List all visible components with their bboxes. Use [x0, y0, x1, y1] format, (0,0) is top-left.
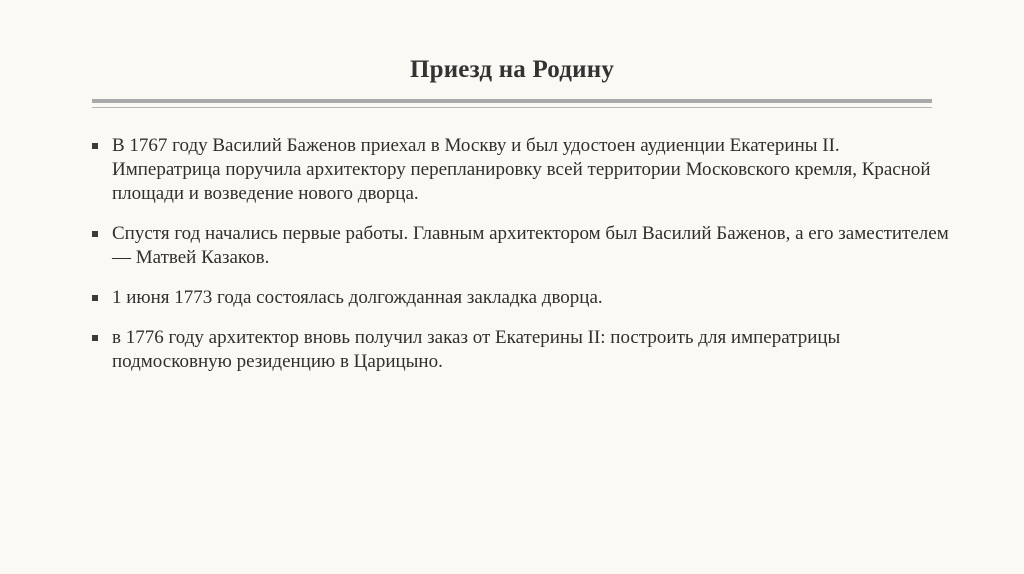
title-divider-thick: [92, 99, 932, 103]
bullet-item: [92, 286, 952, 310]
bullet-list: [92, 134, 952, 390]
bullet-item: [92, 222, 952, 270]
bullet-text: В 1767 году Василий Баженов приехал в Москву и был удостоен аудиенции Екатерины II. Императрица поручила архитектору перепланировку всей территории Московского кремля, Красной площади и возведение нового дворца.: [112, 135, 931, 204]
bullet-item: [92, 134, 952, 206]
square-bullet-icon: [92, 335, 98, 341]
bullet-text: Спустя год начались первые работы. Главным архитектором был Василий Баженов, а его заместителем — Матвей Казаков.: [112, 223, 949, 268]
square-bullet-icon: [92, 295, 98, 301]
square-bullet-icon: [92, 231, 98, 237]
bullet-text: 1 июня 1773 года состоялась долгожданная закладка дворца.: [112, 287, 603, 308]
bullet-text: в 1776 году архитектор вновь получил заказ от Екатерины II: построить для императрицы подмосковную резиденцию в Царицыно.: [112, 327, 841, 372]
title-divider-thin: [92, 107, 932, 108]
slide-title: Приезд на Родину: [409, 56, 615, 83]
square-bullet-icon: [92, 143, 98, 149]
bullet-item: [92, 326, 952, 374]
